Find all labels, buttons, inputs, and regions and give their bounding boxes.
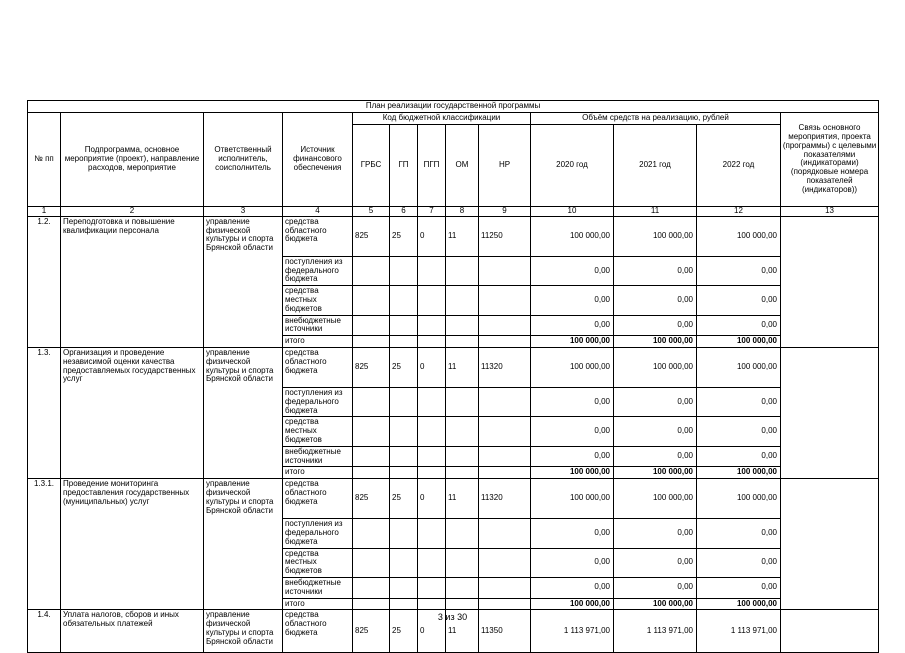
code-gp	[390, 256, 418, 285]
header-code-col: ОМ	[446, 124, 479, 206]
amount-y2021: 0,00	[614, 446, 697, 467]
amount-y2022: 0,00	[697, 315, 781, 336]
code-nr	[479, 598, 531, 610]
code-om	[446, 387, 479, 416]
amount-y2020: 0,00	[531, 417, 614, 446]
table-title: План реализации государственной программы	[28, 101, 879, 113]
code-pgp	[418, 598, 446, 610]
amount-y2021: 0,00	[614, 548, 697, 577]
code-nr	[479, 387, 531, 416]
amount-y2020: 100 000,00	[531, 336, 614, 348]
row-num: 1.3.1.	[28, 479, 61, 610]
code-pgp	[418, 417, 446, 446]
code-grbs	[353, 467, 390, 479]
amount-y2021: 100 000,00	[614, 467, 697, 479]
amount-y2022: 100 000,00	[697, 336, 781, 348]
amount-y2021: 0,00	[614, 387, 697, 416]
code-nr	[479, 256, 531, 285]
funding-source: средства местных бюджетов	[283, 286, 353, 315]
amount-y2021: 0,00	[614, 519, 697, 548]
funding-source: внебюджетные источники	[283, 315, 353, 336]
code-om: 11	[446, 610, 479, 653]
column-index: 2	[61, 206, 204, 216]
code-nr	[479, 417, 531, 446]
code-pgp: 0	[418, 610, 446, 653]
column-index: 13	[781, 206, 879, 216]
header-group-row	[28, 112, 879, 124]
code-grbs: 825	[353, 479, 390, 519]
funding-source: итого	[283, 598, 353, 610]
header-amount-group: Объём средств на реализацию, рублей	[531, 112, 781, 124]
table-body	[28, 216, 879, 653]
code-om	[446, 315, 479, 336]
column-index: 3	[204, 206, 283, 216]
code-pgp	[418, 286, 446, 315]
code-gp	[390, 548, 418, 577]
program-plan-table	[27, 100, 878, 653]
funding-source: поступления из федерального бюджета	[283, 519, 353, 548]
funding-source: итого	[283, 336, 353, 348]
code-grbs	[353, 387, 390, 416]
code-gp	[390, 598, 418, 610]
code-gp	[390, 286, 418, 315]
amount-y2022: 0,00	[697, 387, 781, 416]
code-grbs	[353, 548, 390, 577]
code-pgp	[418, 336, 446, 348]
code-gp: 25	[390, 216, 418, 256]
funding-source: средства местных бюджетов	[283, 548, 353, 577]
amount-y2022: 0,00	[697, 548, 781, 577]
row-executor: управление физической культуры и спорта Брянской области	[204, 479, 283, 610]
amount-y2022: 0,00	[697, 256, 781, 285]
code-nr	[479, 548, 531, 577]
funding-source: внебюджетные источники	[283, 577, 353, 598]
funding-source: средства областного бюджета	[283, 347, 353, 387]
code-pgp: 0	[418, 479, 446, 519]
header-code-col: ГП	[390, 124, 418, 206]
amount-y2020: 0,00	[531, 387, 614, 416]
code-nr	[479, 315, 531, 336]
code-grbs	[353, 577, 390, 598]
code-pgp	[418, 577, 446, 598]
code-pgp	[418, 467, 446, 479]
code-nr	[479, 519, 531, 548]
amount-y2021: 100 000,00	[614, 216, 697, 256]
funding-source: средства областного бюджета	[283, 479, 353, 519]
code-nr	[479, 286, 531, 315]
code-pgp	[418, 519, 446, 548]
column-index: 10	[531, 206, 614, 216]
amount-y2020: 1 113 971,00	[531, 610, 614, 653]
code-om	[446, 598, 479, 610]
amount-y2020: 100 000,00	[531, 216, 614, 256]
funding-source: внебюджетные источники	[283, 446, 353, 467]
amount-y2020: 100 000,00	[531, 467, 614, 479]
column-index: 8	[446, 206, 479, 216]
row-name: Организация и проведение независимой оценки качества предоставляемых государственных услуг	[61, 347, 204, 478]
funding-row	[28, 479, 879, 519]
column-index: 1	[28, 206, 61, 216]
code-gp	[390, 519, 418, 548]
row-name: Проведение мониторинга предоставления государственных (муниципальных) услуг	[61, 479, 204, 610]
amount-y2022: 100 000,00	[697, 347, 781, 387]
funding-row	[28, 347, 879, 387]
amount-y2020: 0,00	[531, 577, 614, 598]
code-gp: 25	[390, 347, 418, 387]
amount-y2020: 0,00	[531, 256, 614, 285]
code-gp	[390, 417, 418, 446]
code-om	[446, 467, 479, 479]
row-name: Уплата налогов, сборов и иных обязательных платежей	[61, 610, 204, 653]
row-link	[781, 216, 879, 347]
amount-y2021: 0,00	[614, 256, 697, 285]
code-nr: 11320	[479, 479, 531, 519]
amount-y2021: 100 000,00	[614, 336, 697, 348]
code-om	[446, 417, 479, 446]
row-name: Переподготовка и повышение квалификации персонала	[61, 216, 204, 347]
header-executor: Ответственный исполнитель, соисполнитель	[204, 112, 283, 206]
numbering-row	[28, 206, 879, 216]
funding-source: поступления из федерального бюджета	[283, 387, 353, 416]
code-nr: 11250	[479, 216, 531, 256]
amount-y2020: 0,00	[531, 548, 614, 577]
code-pgp	[418, 315, 446, 336]
code-nr	[479, 446, 531, 467]
code-om	[446, 256, 479, 285]
amount-y2021: 100 000,00	[614, 347, 697, 387]
amount-y2020: 0,00	[531, 446, 614, 467]
code-om: 11	[446, 479, 479, 519]
code-grbs	[353, 446, 390, 467]
header-year-col: 2020 год	[531, 124, 614, 206]
header-code-col: ГРБС	[353, 124, 390, 206]
amount-y2022: 0,00	[697, 286, 781, 315]
amount-y2021: 100 000,00	[614, 479, 697, 519]
amount-y2021: 100 000,00	[614, 598, 697, 610]
amount-y2021: 0,00	[614, 286, 697, 315]
header-year-col: 2022 год	[697, 124, 781, 206]
funding-source: поступления из федерального бюджета	[283, 256, 353, 285]
code-grbs: 825	[353, 610, 390, 653]
code-grbs	[353, 519, 390, 548]
header-source: Источник финансового обеспечения	[283, 112, 353, 206]
funding-source: средства областного бюджета	[283, 610, 353, 653]
funding-source: средства областного бюджета	[283, 216, 353, 256]
code-grbs	[353, 256, 390, 285]
code-grbs	[353, 336, 390, 348]
code-nr: 11320	[479, 347, 531, 387]
code-om: 11	[446, 216, 479, 256]
row-num: 1.3.	[28, 347, 61, 478]
code-pgp	[418, 548, 446, 577]
column-index: 11	[614, 206, 697, 216]
column-index: 6	[390, 206, 418, 216]
code-gp	[390, 387, 418, 416]
code-grbs	[353, 417, 390, 446]
row-executor: управление физической культуры и спорта Брянской области	[204, 216, 283, 347]
header-num: № пп	[28, 112, 61, 206]
amount-y2022: 1 113 971,00	[697, 610, 781, 653]
amount-y2022: 100 000,00	[697, 479, 781, 519]
code-gp: 25	[390, 479, 418, 519]
amount-y2022: 0,00	[697, 519, 781, 548]
code-om	[446, 286, 479, 315]
header-year-col: 2021 год	[614, 124, 697, 206]
code-om	[446, 519, 479, 548]
column-index: 9	[479, 206, 531, 216]
header-code-col: ПГП	[418, 124, 446, 206]
column-index: 7	[418, 206, 446, 216]
code-om	[446, 577, 479, 598]
code-pgp	[418, 256, 446, 285]
code-om	[446, 336, 479, 348]
amount-y2022: 0,00	[697, 446, 781, 467]
column-index: 5	[353, 206, 390, 216]
funding-source: средства местных бюджетов	[283, 417, 353, 446]
amount-y2020: 0,00	[531, 286, 614, 315]
column-index: 12	[697, 206, 781, 216]
amount-y2022: 0,00	[697, 577, 781, 598]
code-gp	[390, 446, 418, 467]
amount-y2020: 100 000,00	[531, 347, 614, 387]
amount-y2020: 0,00	[531, 315, 614, 336]
amount-y2022: 100 000,00	[697, 598, 781, 610]
row-num: 1.2.	[28, 216, 61, 347]
code-pgp: 0	[418, 216, 446, 256]
amount-y2022: 100 000,00	[697, 467, 781, 479]
header-code-col: НР	[479, 124, 531, 206]
amount-y2021: 0,00	[614, 417, 697, 446]
amount-y2020: 0,00	[531, 519, 614, 548]
code-grbs	[353, 286, 390, 315]
code-grbs: 825	[353, 216, 390, 256]
row-executor: управление физической культуры и спорта Брянской области	[204, 347, 283, 478]
amount-y2020: 100 000,00	[531, 479, 614, 519]
code-grbs: 825	[353, 347, 390, 387]
header-budget-group: Код бюджетной классификации	[353, 112, 531, 124]
amount-y2020: 100 000,00	[531, 598, 614, 610]
amount-y2022: 0,00	[697, 417, 781, 446]
title-row	[28, 101, 879, 113]
code-om	[446, 548, 479, 577]
code-gp: 25	[390, 610, 418, 653]
row-link	[781, 479, 879, 610]
code-nr	[479, 577, 531, 598]
code-pgp	[418, 446, 446, 467]
code-pgp: 0	[418, 347, 446, 387]
code-gp	[390, 315, 418, 336]
page-number: 3 из 30	[437, 612, 468, 622]
header-link: Связь основного мероприятия, проекта (программы) с целевыми показателями (индикаторами) (порядковые номера показателей (индикаторов))	[781, 112, 879, 206]
amount-y2022: 100 000,00	[697, 216, 781, 256]
funding-row	[28, 216, 879, 256]
code-om	[446, 446, 479, 467]
row-num: 1.4.	[28, 610, 61, 653]
row-link	[781, 347, 879, 478]
code-om: 11	[446, 347, 479, 387]
code-nr	[479, 336, 531, 348]
column-index: 4	[283, 206, 353, 216]
code-nr: 11350	[479, 610, 531, 653]
code-gp	[390, 467, 418, 479]
funding-source: итого	[283, 467, 353, 479]
code-pgp	[418, 387, 446, 416]
amount-y2021: 0,00	[614, 315, 697, 336]
code-gp	[390, 577, 418, 598]
code-nr	[479, 467, 531, 479]
code-grbs	[353, 598, 390, 610]
code-gp	[390, 336, 418, 348]
table-header	[28, 101, 879, 217]
row-executor: управление физической культуры и спорта Брянской области	[204, 610, 283, 653]
amount-y2021: 0,00	[614, 577, 697, 598]
amount-y2021: 1 113 971,00	[614, 610, 697, 653]
code-grbs	[353, 315, 390, 336]
header-name: Подпрограмма, основное мероприятие (проект), направление расходов, мероприятие	[61, 112, 204, 206]
plan-table	[27, 100, 879, 653]
